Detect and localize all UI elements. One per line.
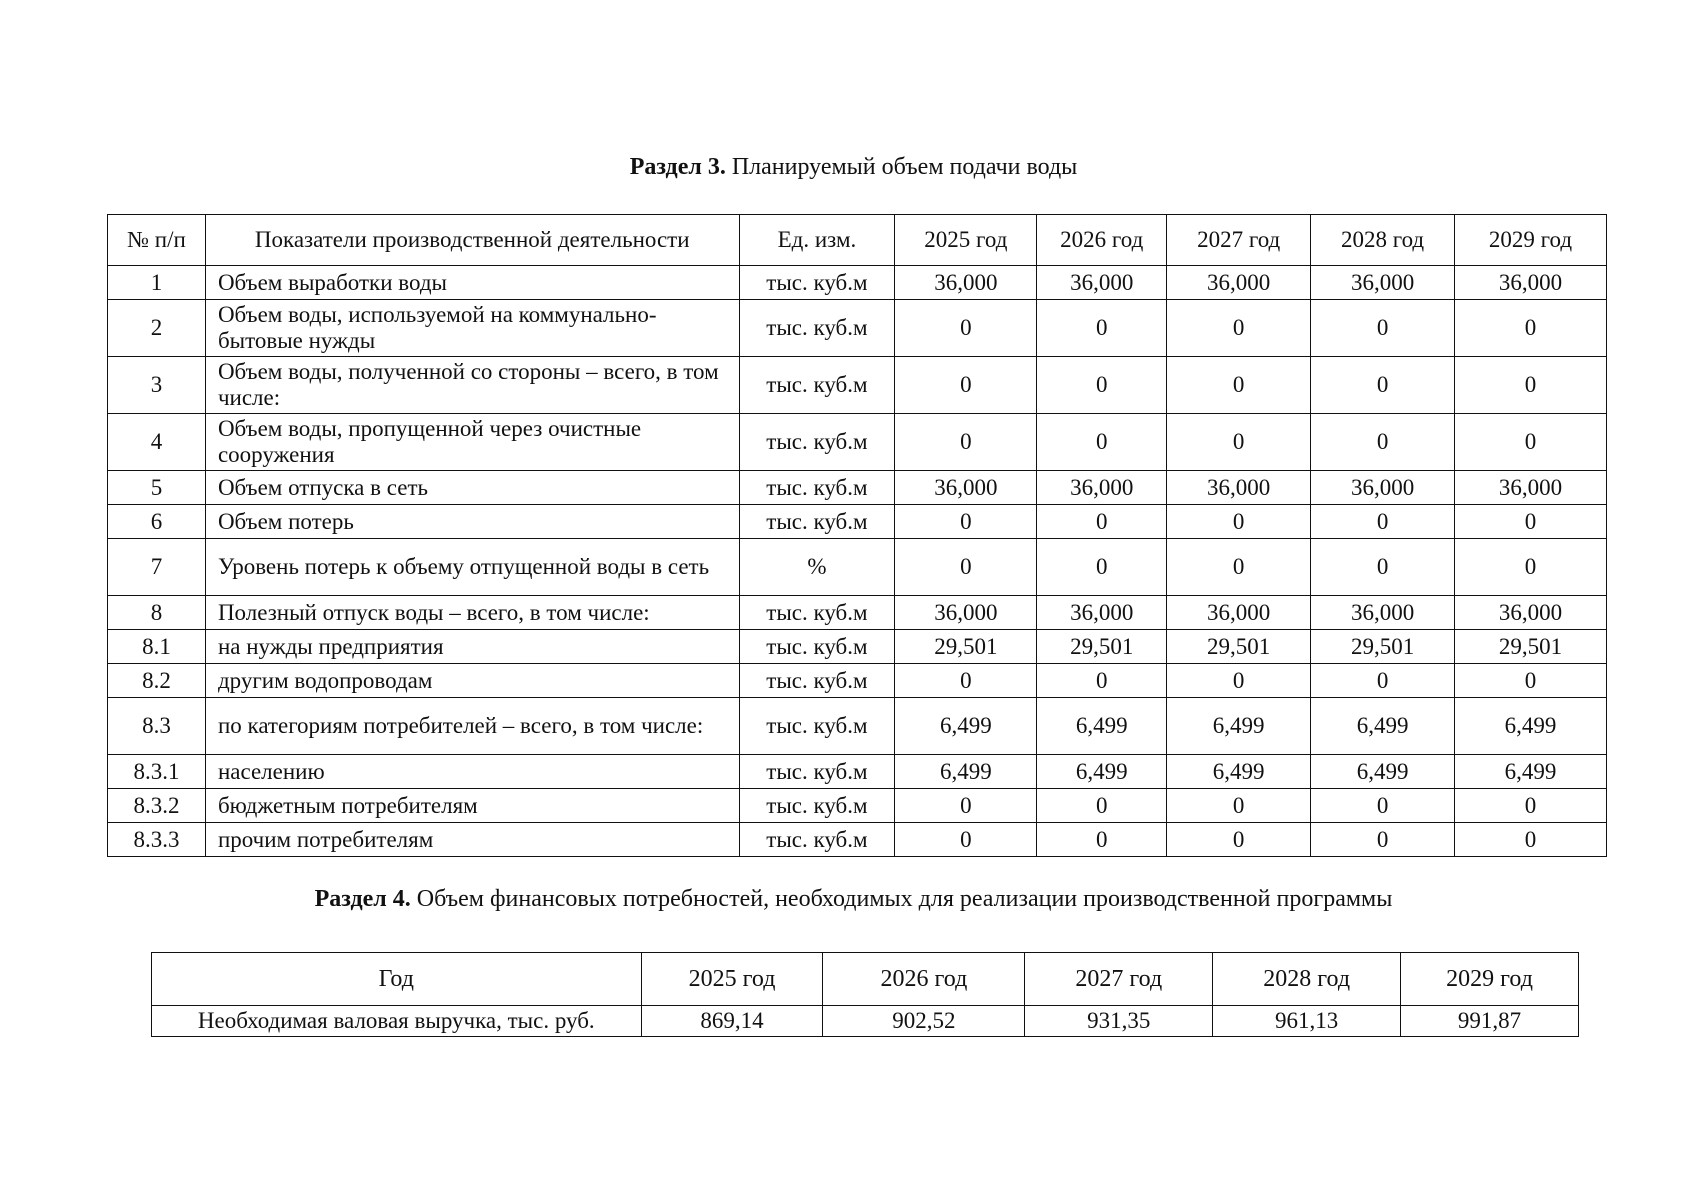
year-value: 36,000 bbox=[1037, 266, 1167, 300]
year-value: 6,499 bbox=[1167, 698, 1311, 755]
year-value: 0 bbox=[1167, 414, 1311, 471]
column-header: 2026 год bbox=[823, 953, 1025, 1006]
year-value: 6,499 bbox=[1167, 755, 1311, 789]
year-value: 6,499 bbox=[1455, 755, 1607, 789]
column-header: Ед. изм. bbox=[739, 215, 895, 266]
year-value: 6,499 bbox=[1037, 698, 1167, 755]
table-row bbox=[108, 755, 1607, 789]
year-value: 0 bbox=[895, 300, 1037, 357]
row-number: 6 bbox=[108, 505, 206, 539]
section-3-title bbox=[0, 154, 1707, 181]
year-value: 0 bbox=[895, 823, 1037, 857]
row-number: 8 bbox=[108, 596, 206, 630]
year-value: 29,501 bbox=[1455, 630, 1607, 664]
year-value: 0 bbox=[1167, 664, 1311, 698]
indicator-name: бюджетным потребителям bbox=[205, 789, 739, 823]
table-row bbox=[108, 698, 1607, 755]
year-value: 0 bbox=[1037, 664, 1167, 698]
year-value: 0 bbox=[1455, 300, 1607, 357]
row-number: 8.3.1 bbox=[108, 755, 206, 789]
row-number: 5 bbox=[108, 471, 206, 505]
table-header-row bbox=[152, 953, 1579, 1006]
unit: тыс. куб.м bbox=[739, 789, 895, 823]
year-value: 0 bbox=[1455, 357, 1607, 414]
table-row bbox=[108, 300, 1607, 357]
unit: тыс. куб.м bbox=[739, 664, 895, 698]
row-number: 8.2 bbox=[108, 664, 206, 698]
indicator-name: Объем потерь bbox=[205, 505, 739, 539]
year-value: 0 bbox=[1455, 789, 1607, 823]
year-value: 0 bbox=[1311, 505, 1455, 539]
indicator-name: населению bbox=[205, 755, 739, 789]
table-row bbox=[108, 357, 1607, 414]
table-row bbox=[108, 664, 1607, 698]
year-value: 0 bbox=[1311, 789, 1455, 823]
year-value: 902,52 bbox=[823, 1006, 1025, 1037]
column-header: Показатели производственной деятельности bbox=[205, 215, 739, 266]
indicator-name: Объем воды, пропущенной через очистные сооружения bbox=[205, 414, 739, 471]
table-row bbox=[108, 539, 1607, 596]
column-header: 2028 год bbox=[1311, 215, 1455, 266]
year-value: 0 bbox=[1311, 357, 1455, 414]
indicator-name: Объем отпуска в сеть bbox=[205, 471, 739, 505]
year-value: 36,000 bbox=[1455, 471, 1607, 505]
row-number: 8.1 bbox=[108, 630, 206, 664]
year-value: 29,501 bbox=[895, 630, 1037, 664]
year-value: 0 bbox=[895, 664, 1037, 698]
indicator-name: другим водопроводам bbox=[205, 664, 739, 698]
indicator-name: прочим потребителям bbox=[205, 823, 739, 857]
column-header: Год bbox=[152, 953, 642, 1006]
year-value: 36,000 bbox=[1167, 596, 1311, 630]
row-label: Необходимая валовая выручка, тыс. руб. bbox=[152, 1006, 642, 1037]
indicator-name: Объем воды, используемой на коммунально-бытовые нужды bbox=[205, 300, 739, 357]
row-number: 8.3 bbox=[108, 698, 206, 755]
year-value: 931,35 bbox=[1025, 1006, 1213, 1037]
year-value: 869,14 bbox=[641, 1006, 823, 1037]
year-value: 0 bbox=[1167, 300, 1311, 357]
year-value: 36,000 bbox=[895, 266, 1037, 300]
table-row bbox=[152, 1006, 1579, 1037]
column-header: 2025 год bbox=[641, 953, 823, 1006]
year-value: 36,000 bbox=[1455, 596, 1607, 630]
year-value: 36,000 bbox=[1037, 471, 1167, 505]
year-value: 0 bbox=[1167, 539, 1311, 596]
year-value: 0 bbox=[1037, 357, 1167, 414]
row-number: 4 bbox=[108, 414, 206, 471]
indicator-name: Уровень потерь к объему отпущенной воды в сеть bbox=[205, 539, 739, 596]
section-3-title-text: Планируемый объем подачи воды bbox=[725, 154, 1078, 180]
year-value: 0 bbox=[1037, 505, 1167, 539]
financial-needs-table bbox=[151, 952, 1579, 1037]
table-row bbox=[108, 823, 1607, 857]
row-number: 8.3.2 bbox=[108, 789, 206, 823]
year-value: 0 bbox=[895, 414, 1037, 471]
row-number: 3 bbox=[108, 357, 206, 414]
year-value: 6,499 bbox=[1311, 698, 1455, 755]
table-row bbox=[108, 414, 1607, 471]
year-value: 0 bbox=[1311, 664, 1455, 698]
column-header: 2027 год bbox=[1025, 953, 1213, 1006]
row-number: 7 bbox=[108, 539, 206, 596]
unit: тыс. куб.м bbox=[739, 630, 895, 664]
year-value: 0 bbox=[1311, 300, 1455, 357]
year-value: 0 bbox=[1167, 505, 1311, 539]
year-value: 6,499 bbox=[1311, 755, 1455, 789]
year-value: 6,499 bbox=[1455, 698, 1607, 755]
section-4-title-text: Объем финансовых потребностей, необходимых для реализации производственной программы bbox=[410, 886, 1393, 912]
column-header: 2025 год bbox=[895, 215, 1037, 266]
year-value: 0 bbox=[1167, 823, 1311, 857]
table-header-row bbox=[108, 215, 1607, 266]
year-value: 0 bbox=[1311, 823, 1455, 857]
year-value: 36,000 bbox=[895, 471, 1037, 505]
unit: тыс. куб.м bbox=[739, 596, 895, 630]
year-value: 0 bbox=[895, 505, 1037, 539]
year-value: 0 bbox=[1455, 505, 1607, 539]
indicator-name: Объем воды, полученной со стороны – всего, в том числе: bbox=[205, 357, 739, 414]
unit: тыс. куб.м bbox=[739, 505, 895, 539]
section-4-title-bold: Раздел 4. bbox=[314, 886, 411, 912]
year-value: 0 bbox=[1455, 823, 1607, 857]
year-value: 0 bbox=[1037, 300, 1167, 357]
year-value: 0 bbox=[1167, 357, 1311, 414]
table-row bbox=[108, 266, 1607, 300]
year-value: 0 bbox=[1037, 539, 1167, 596]
indicator-name: Объем выработки воды bbox=[205, 266, 739, 300]
column-header: № п/п bbox=[108, 215, 206, 266]
year-value: 6,499 bbox=[895, 755, 1037, 789]
year-value: 0 bbox=[1037, 823, 1167, 857]
unit: % bbox=[739, 539, 895, 596]
year-value: 36,000 bbox=[1167, 471, 1311, 505]
year-value: 36,000 bbox=[1311, 471, 1455, 505]
year-value: 0 bbox=[895, 539, 1037, 596]
year-value: 0 bbox=[1311, 414, 1455, 471]
unit: тыс. куб.м bbox=[739, 266, 895, 300]
table-row bbox=[108, 596, 1607, 630]
year-value: 0 bbox=[1455, 664, 1607, 698]
year-value: 0 bbox=[895, 357, 1037, 414]
year-value: 36,000 bbox=[1037, 596, 1167, 630]
table-row bbox=[108, 789, 1607, 823]
year-value: 36,000 bbox=[1167, 266, 1311, 300]
year-value: 0 bbox=[1167, 789, 1311, 823]
unit: тыс. куб.м bbox=[739, 755, 895, 789]
indicator-name: Полезный отпуск воды – всего, в том числе: bbox=[205, 596, 739, 630]
year-value: 0 bbox=[1037, 414, 1167, 471]
table-row bbox=[108, 630, 1607, 664]
year-value: 0 bbox=[895, 789, 1037, 823]
table-row bbox=[108, 471, 1607, 505]
unit: тыс. куб.м bbox=[739, 357, 895, 414]
year-value: 29,501 bbox=[1311, 630, 1455, 664]
row-number: 1 bbox=[108, 266, 206, 300]
table-body bbox=[108, 266, 1607, 857]
unit: тыс. куб.м bbox=[739, 471, 895, 505]
column-header: 2027 год bbox=[1167, 215, 1311, 266]
column-header: 2028 год bbox=[1213, 953, 1401, 1006]
unit: тыс. куб.м bbox=[739, 414, 895, 471]
year-value: 29,501 bbox=[1167, 630, 1311, 664]
year-value: 36,000 bbox=[1311, 266, 1455, 300]
year-value: 0 bbox=[1455, 539, 1607, 596]
water-supply-table bbox=[107, 214, 1607, 857]
year-value: 0 bbox=[1455, 414, 1607, 471]
indicator-name: по категориям потребителей – всего, в том числе: bbox=[205, 698, 739, 755]
row-number: 8.3.3 bbox=[108, 823, 206, 857]
year-value: 961,13 bbox=[1213, 1006, 1401, 1037]
unit: тыс. куб.м bbox=[739, 823, 895, 857]
section-4-title bbox=[0, 886, 1707, 913]
column-header: 2029 год bbox=[1401, 953, 1579, 1006]
unit: тыс. куб.м bbox=[739, 300, 895, 357]
section-3-title-bold: Раздел 3. bbox=[629, 154, 726, 180]
table-row bbox=[108, 505, 1607, 539]
row-number: 2 bbox=[108, 300, 206, 357]
indicator-name: на нужды предприятия bbox=[205, 630, 739, 664]
column-header: 2029 год bbox=[1455, 215, 1607, 266]
year-value: 36,000 bbox=[895, 596, 1037, 630]
year-value: 991,87 bbox=[1401, 1006, 1579, 1037]
year-value: 0 bbox=[1037, 789, 1167, 823]
year-value: 6,499 bbox=[1037, 755, 1167, 789]
year-value: 6,499 bbox=[895, 698, 1037, 755]
unit: тыс. куб.м bbox=[739, 698, 895, 755]
year-value: 0 bbox=[1311, 539, 1455, 596]
year-value: 36,000 bbox=[1311, 596, 1455, 630]
column-header: 2026 год bbox=[1037, 215, 1167, 266]
year-value: 29,501 bbox=[1037, 630, 1167, 664]
year-value: 36,000 bbox=[1455, 266, 1607, 300]
